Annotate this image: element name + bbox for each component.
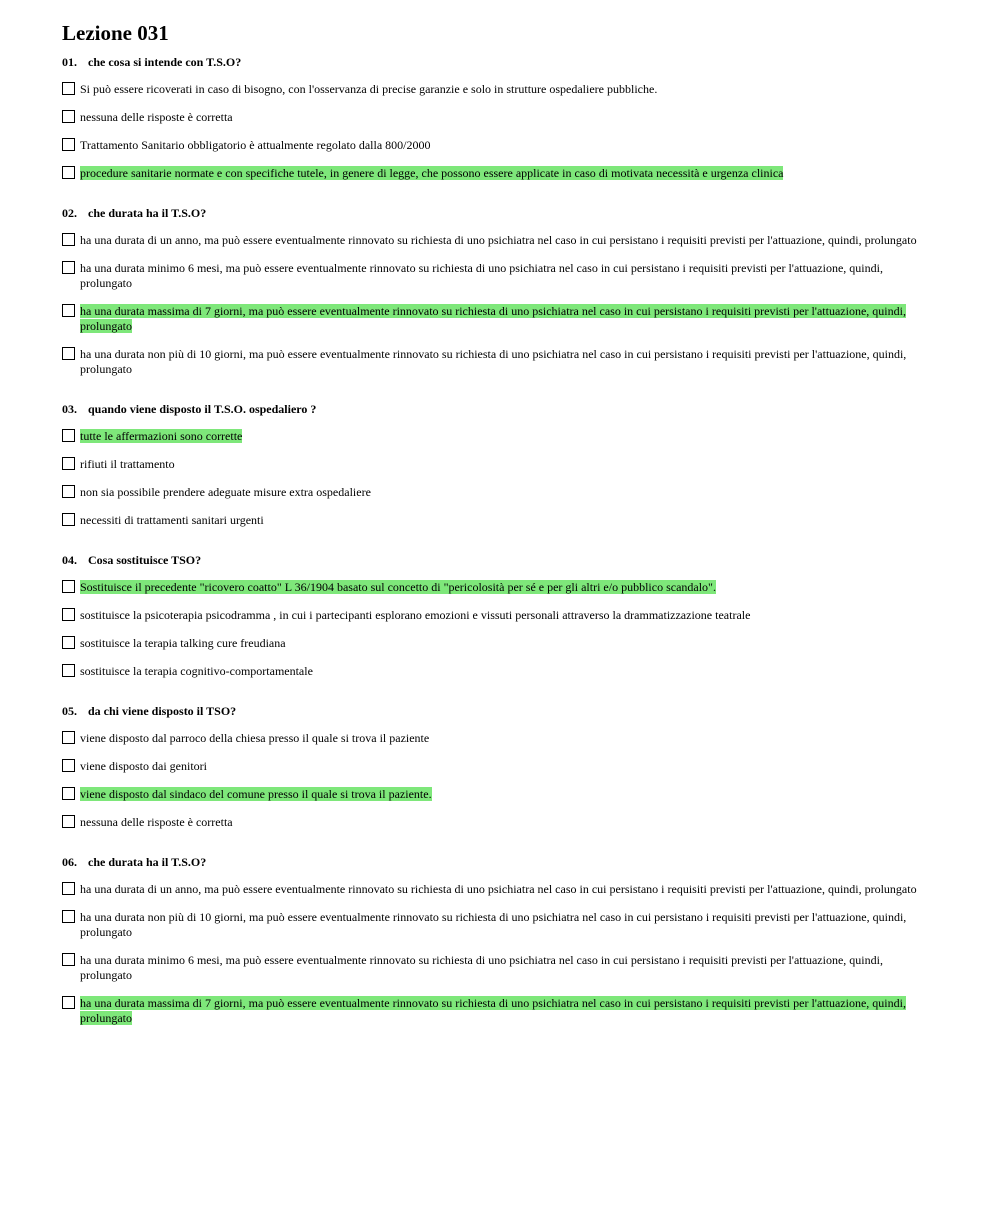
answer-checkbox[interactable]: [62, 759, 75, 772]
answer-option: [62, 457, 922, 472]
answer-text: nessuna delle risposte è corretta: [80, 110, 233, 124]
answer-text: ha una durata non più di 10 giorni, ma può essere eventualmente rinnovato su richiesta di uno psichiatra nel caso in cui persistano i requisiti previsti per l'attuazione, quindi, prolungato: [80, 347, 907, 376]
answer-option: [62, 304, 922, 334]
question-text: da chi viene disposto il TSO?: [88, 704, 237, 718]
answer-text: ha una durata non più di 10 giorni, ma può essere eventualmente rinnovato su richiesta di uno psichiatra nel caso in cui persistano i requisiti previsti per l'attuazione, quindi, prolungato: [80, 910, 907, 939]
answer-option: [62, 636, 922, 651]
answer-checkbox[interactable]: [62, 429, 75, 442]
answer-checkbox[interactable]: [62, 636, 75, 649]
question-number: 04.: [62, 553, 77, 567]
question-text: quando viene disposto il T.S.O. ospedaliero ?: [88, 402, 317, 416]
question-block: [62, 552, 922, 679]
question-number: 03.: [62, 402, 77, 416]
answer-option: [62, 347, 922, 377]
answer-text: viene disposto dal parroco della chiesa presso il quale si trova il paziente: [80, 731, 430, 745]
answer-text-highlighted: tutte le affermazioni sono corrette: [80, 429, 243, 443]
answer-option: [62, 110, 922, 125]
question-text: che cosa si intende con T.S.O?: [88, 55, 242, 69]
answer-option: [62, 759, 922, 774]
answer-text: sostituisce la terapia talking cure freudiana: [80, 636, 286, 650]
answer-checkbox[interactable]: [62, 815, 75, 828]
answer-text-highlighted: ha una durata massima di 7 giorni, ma può essere eventualmente rinnovato su richiesta di uno psichiatra nel caso in cui persistano i requisiti previsti per l'attuazione, quindi, prolungato: [80, 304, 906, 333]
answer-text: rifiuti il trattamento: [80, 457, 175, 471]
question-title: [62, 54, 922, 70]
answer-checkbox[interactable]: [62, 580, 75, 593]
answer-option: [62, 485, 922, 500]
answer-checkbox[interactable]: [62, 882, 75, 895]
answer-text: ha una durata di un anno, ma può essere eventualmente rinnovato su richiesta di uno psichiatra nel caso in cui persistano i requisiti previsti per l'attuazione, quindi, prolungato: [80, 233, 917, 247]
question-title: [62, 854, 922, 870]
answer-option: [62, 261, 922, 291]
question-number: 02.: [62, 206, 77, 220]
answer-text: viene disposto dai genitori: [80, 759, 207, 773]
answer-text: Trattamento Sanitario obbligatorio è attualmente regolato dalla 800/2000: [80, 138, 431, 152]
answer-text: nessuna delle risposte è corretta: [80, 815, 233, 829]
question-number: 06.: [62, 855, 77, 869]
answer-checkbox[interactable]: [62, 110, 75, 123]
answer-option: [62, 166, 922, 181]
answer-checkbox[interactable]: [62, 304, 75, 317]
answer-option: [62, 429, 922, 444]
answer-checkbox[interactable]: [62, 787, 75, 800]
question-text: che durata ha il T.S.O?: [88, 855, 207, 869]
question-block: [62, 54, 922, 181]
question-text: che durata ha il T.S.O?: [88, 206, 207, 220]
answer-text: ha una durata minimo 6 mesi, ma può essere eventualmente rinnovato su richiesta di uno psichiatra nel caso in cui persistano i requisiti previsti per l'attuazione, quindi, prolungato: [80, 261, 883, 290]
question-title: [62, 205, 922, 221]
answer-checkbox[interactable]: [62, 138, 75, 151]
question-block: [62, 401, 922, 528]
answer-text-highlighted: ha una durata massima di 7 giorni, ma può essere eventualmente rinnovato su richiesta di uno psichiatra nel caso in cui persistano i requisiti previsti per l'attuazione, quindi, prolungato: [80, 996, 906, 1025]
answer-checkbox[interactable]: [62, 347, 75, 360]
answer-text: ha una durata minimo 6 mesi, ma può essere eventualmente rinnovato su richiesta di uno psichiatra nel caso in cui persistano i requisiti previsti per l'attuazione, quindi, prolungato: [80, 953, 883, 982]
answer-option: [62, 996, 922, 1026]
answer-checkbox[interactable]: [62, 457, 75, 470]
question-block: [62, 854, 922, 1026]
answer-text-highlighted: procedure sanitarie normate e con specifiche tutele, in genere di legge, che possono essere applicate in caso di motivata necessità e urgenza clinica: [80, 166, 784, 180]
answer-text: sostituisce la terapia cognitivo-comportamentale: [80, 664, 313, 678]
answer-checkbox[interactable]: [62, 996, 75, 1009]
question-block: [62, 205, 922, 377]
answer-text-highlighted: viene disposto dal sindaco del comune presso il quale si trova il paziente.: [80, 787, 432, 801]
answer-option: [62, 731, 922, 746]
answer-checkbox[interactable]: [62, 166, 75, 179]
answer-checkbox[interactable]: [62, 731, 75, 744]
question-title: [62, 401, 922, 417]
answer-checkbox[interactable]: [62, 910, 75, 923]
answer-option: [62, 608, 922, 623]
answer-option: [62, 953, 922, 983]
answer-option: [62, 513, 922, 528]
answer-checkbox[interactable]: [62, 261, 75, 274]
answer-checkbox[interactable]: [62, 953, 75, 966]
answer-checkbox[interactable]: [62, 82, 75, 95]
answer-option: [62, 233, 922, 248]
answer-option: [62, 910, 922, 940]
answer-text: ha una durata di un anno, ma può essere eventualmente rinnovato su richiesta di uno psichiatra nel caso in cui persistano i requisiti previsti per l'attuazione, quindi, prolungato: [80, 882, 917, 896]
answer-checkbox[interactable]: [62, 664, 75, 677]
answer-text-highlighted: Sostituisce il precedente "ricovero coatto" L 36/1904 basato sul concetto di "pericolosità per sé e per gli altri e/o pubblico scandalo".: [80, 580, 716, 594]
answer-text: non sia possibile prendere adeguate misure extra ospedaliere: [80, 485, 371, 499]
question-title: [62, 703, 922, 719]
answer-checkbox[interactable]: [62, 485, 75, 498]
answer-option: [62, 138, 922, 153]
question-list: [62, 54, 922, 1026]
answer-option: [62, 882, 922, 897]
answer-text: sostituisce la psicoterapia psicodramma , in cui i partecipanti esplorano emozioni e vissuti personali attraverso la drammatizzazione teatrale: [80, 608, 751, 622]
answer-checkbox[interactable]: [62, 233, 75, 246]
answer-checkbox[interactable]: [62, 513, 75, 526]
answer-option: [62, 815, 922, 830]
answer-option: [62, 787, 922, 802]
answer-option: [62, 82, 922, 97]
question-text: Cosa sostituisce TSO?: [88, 553, 202, 567]
question-number: 05.: [62, 704, 77, 718]
answer-text: necessiti di trattamenti sanitari urgenti: [80, 513, 264, 527]
question-title: [62, 552, 922, 568]
page-title: Lezione 031: [62, 21, 169, 45]
answer-option: [62, 580, 922, 595]
document-page: [62, 20, 922, 1039]
question-block: [62, 703, 922, 830]
question-number: 01.: [62, 55, 77, 69]
answer-text: Si può essere ricoverati in caso di bisogno, con l'osservanza di precise garanzie e solo in strutture ospedaliere pubbliche.: [80, 82, 658, 96]
answer-option: [62, 664, 922, 679]
answer-checkbox[interactable]: [62, 608, 75, 621]
